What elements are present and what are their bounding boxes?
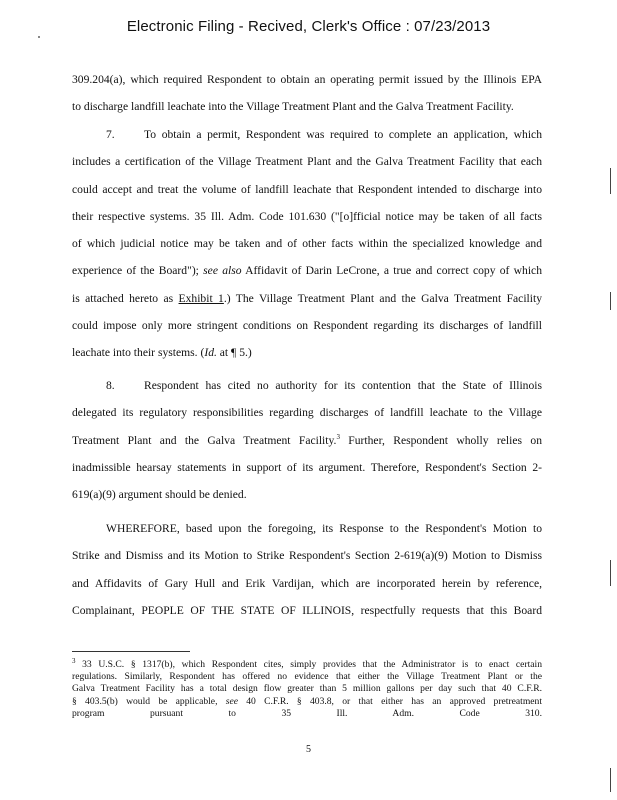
text-line (72, 515, 542, 542)
text-line (72, 696, 542, 708)
text-run: Id. (204, 346, 217, 360)
footnote-3 (72, 656, 542, 720)
text-run: see also (203, 264, 242, 278)
text-line: delegated its regulatory responsibilities regarding discharges of landfill leachate to the Village (72, 406, 542, 420)
text-line (72, 339, 542, 366)
scan-margin-mark (610, 768, 611, 792)
text-run: see (225, 695, 238, 707)
scan-speck (38, 36, 40, 38)
page-number: 5 (306, 744, 311, 755)
text-line: of which judicial notice may be taken and of other facts within the specialized knowledge and (72, 237, 542, 251)
text-line: 309.204(a), which required Respondent to obtain an operating permit issued by the Illinois EPA (72, 73, 542, 86)
text-line: regulations. Similarly, Respondent has offered no evidence that either the Village Treatment Plant or the (72, 671, 542, 683)
text-run: at ¶ 5.) (216, 346, 252, 360)
text-run: 33 U.S.C. § 1317(b), which Respondent cites, simply provides that the Administrator is to enact certain (75, 659, 542, 670)
paragraph-number: 7. (106, 128, 115, 141)
text-line: their respective systems. 35 Ill. Adm. Code 101.630 ("[o]fficial notice may be taken of all facts (72, 209, 542, 223)
text-line: and Affidavits of Gary Hull and Erik Vardijan, which are incorporated herein by reference, (72, 576, 542, 590)
text-line: Strike and Dismiss and its Motion to Strike Respondent's Section 2-619(a)(9) Motion to Dismiss (72, 549, 542, 563)
paragraph-7 (72, 121, 542, 367)
text-run: .) The Village Treatment Plant and the Galva Treatment Facility (223, 291, 542, 305)
text-run: is attached hereto as (72, 291, 179, 305)
text-line: could accept and treat the volume of landfill leachate that Respondent intended to discharge into (72, 182, 542, 196)
footnote-marker: 3 (72, 656, 76, 665)
text-line (72, 372, 542, 399)
text-line (72, 427, 542, 454)
scan-margin-mark (610, 168, 611, 194)
text-line: Complainant, PEOPLE OF THE STATE OF ILLINOIS, respectfully requests that this Board (72, 603, 542, 617)
scan-margin-mark (610, 560, 611, 586)
scan-margin-mark (610, 292, 611, 310)
text-run: Treatment Plant and the Galva Treatment Facility. (72, 433, 337, 447)
paragraph-number: 8. (106, 379, 115, 392)
text-line (72, 285, 542, 312)
text-line: Galva Treatment Facility has a total design flow greater than 5 million gallons per day such that 40 C.F.R. (72, 683, 542, 695)
text-line: inadmissible hearsay statements in support of its argument. Therefore, Respondent's Section 2- (72, 460, 542, 474)
text-run: Affidavit of Darin LeCrone, a true and correct copy of which (241, 264, 542, 278)
text-run: To obtain a permit, Respondent was required to complete an application, which (144, 128, 542, 141)
text-run: Respondent has cited no authority for its contention that the State of Illinois (144, 379, 542, 392)
text-line: to discharge landfill leachate into the Village Treatment Plant and the Galva Treatment Facility. (72, 100, 514, 114)
wherefore-paragraph (72, 515, 542, 624)
paragraph-8 (72, 372, 542, 508)
text-run: leachate into their systems. ( (72, 346, 205, 360)
exhibit-reference: Exhibit 1 (178, 291, 224, 305)
text-line: could impose only more stringent conditions on Respondent regarding its discharges of landfill (72, 319, 542, 333)
footnote-divider (72, 651, 190, 652)
filing-stamp-header: Electronic Filing - Recived, Clerk's Office : 07/23/2013 (126, 18, 491, 35)
text-line (72, 656, 542, 671)
text-line: includes a certification of the Village Treatment Plant and the Galva Treatment Facility that each (72, 155, 542, 169)
text-run: WHEREFORE, based upon the foregoing, its Response to the Respondent's Motion to (106, 522, 542, 535)
text-run: 40 C.F.R. § 403.8, or that either has an approved pretreatment (237, 695, 542, 707)
text-line: program pursuant to 35 Ill. Adm. Code 310. (72, 707, 542, 719)
text-line (72, 121, 542, 148)
text-line: 619(a)(9) argument should be denied. (72, 488, 247, 502)
text-run: experience of the Board"); (72, 264, 204, 278)
intro-paragraph (72, 66, 542, 121)
text-run: § 403.5(b) would be applicable, (72, 695, 226, 707)
text-line (72, 257, 542, 284)
footnote-marker: 3 (336, 432, 340, 441)
text-run: Further, Respondent wholly relies on (339, 433, 542, 447)
